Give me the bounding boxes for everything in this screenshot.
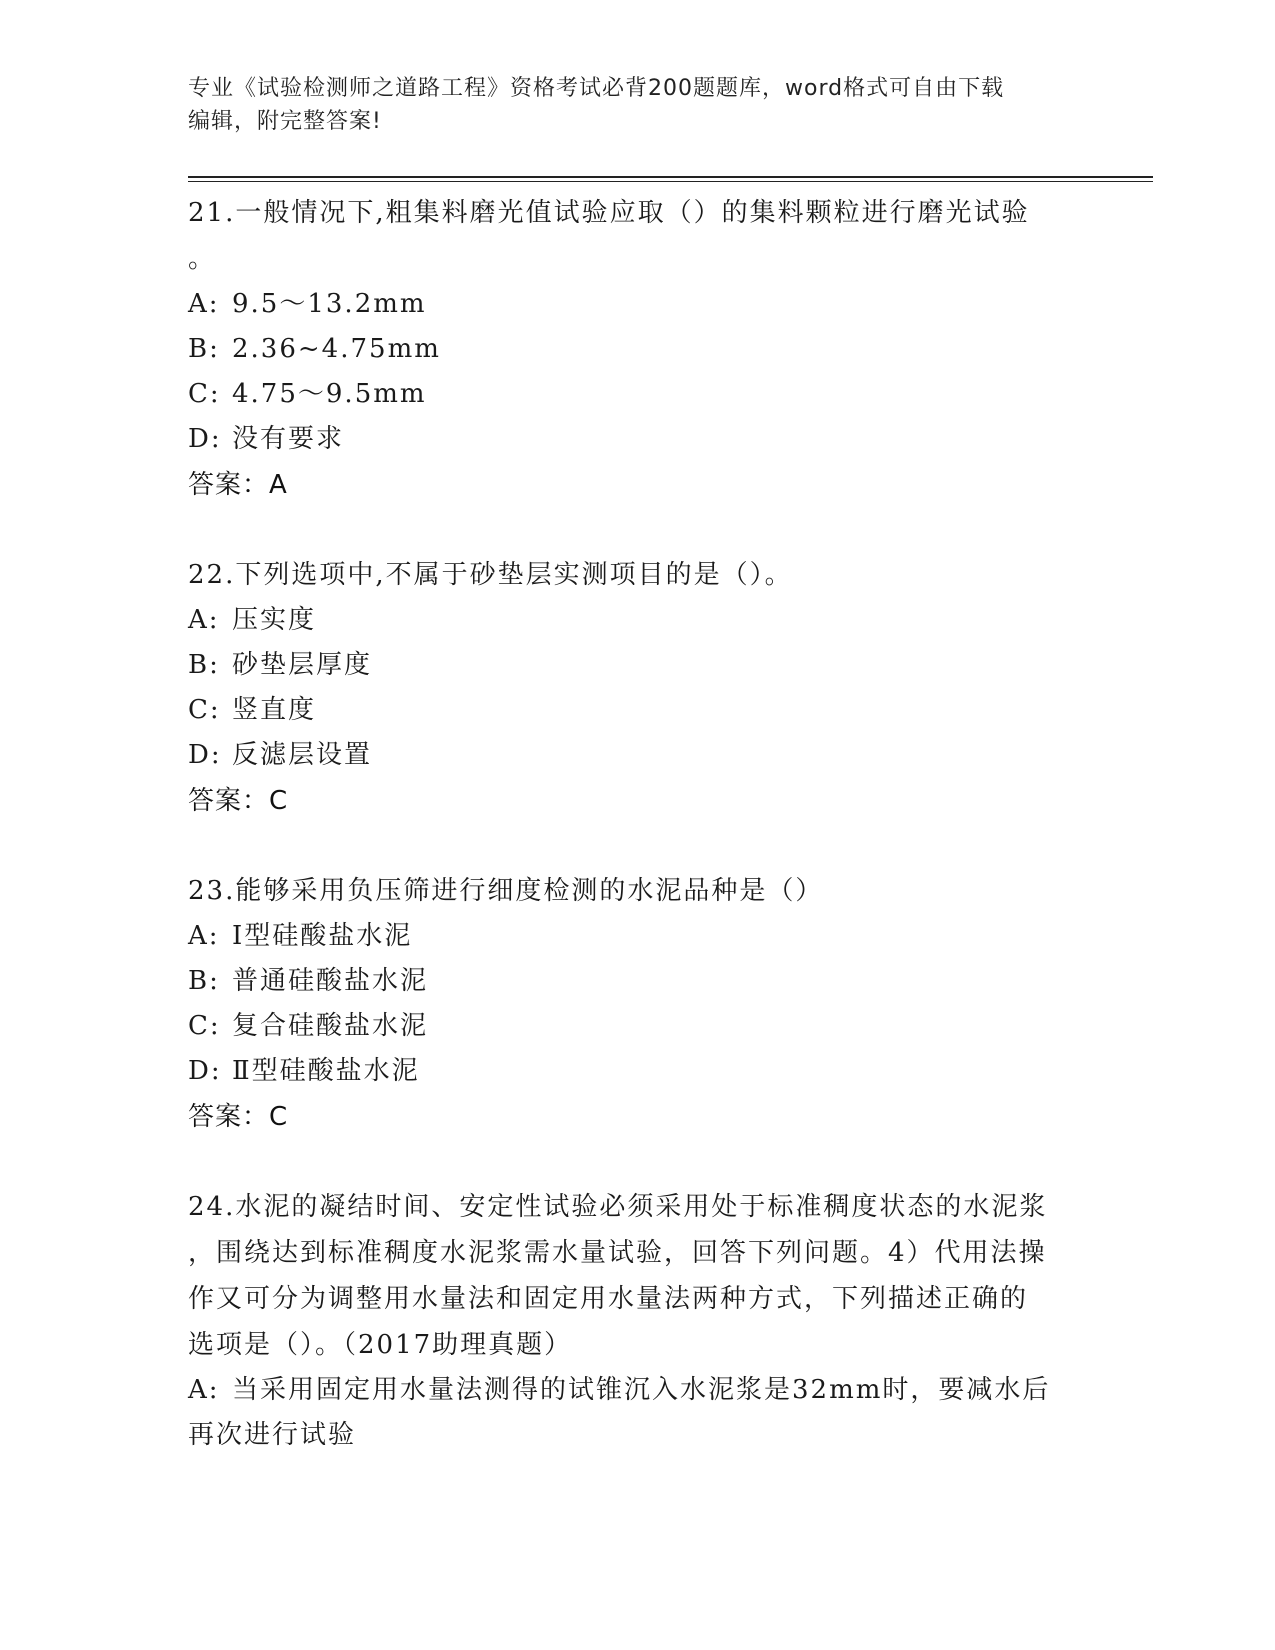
option-key: A: — [188, 605, 220, 635]
option-a — [188, 598, 1088, 643]
header-divider-thin — [188, 181, 1153, 182]
option-text: 9.5～13.2mm — [232, 289, 427, 319]
option-text: Ⅱ型硅酸盐水泥 — [232, 1056, 420, 1086]
option-text: 普通硅酸盐水泥 — [232, 966, 429, 996]
header-line-2: 编辑，附完整答案! — [188, 109, 382, 134]
option-c — [188, 1004, 1088, 1049]
question-stem-line: 选项是（）。（2017助理真题） — [188, 1330, 573, 1360]
option-key: A: — [188, 1375, 220, 1405]
option-text: 4.75～9.5mm — [232, 379, 427, 409]
question-stem-line: 21.一般情况下,粗集料磨光值试验应取（）的集料颗粒进行磨光试验 — [188, 198, 1030, 228]
option-b — [188, 643, 1088, 688]
option-text: 再次进行试验 — [188, 1420, 357, 1450]
question-24 — [188, 1184, 1088, 1458]
question-23 — [188, 868, 1088, 1140]
question-21 — [188, 190, 1088, 508]
question-stem-line: 22.下列选项中,不属于砂垫层实测项目的是（）。 — [188, 560, 793, 590]
header-line-1: 专业《试验检测师之道路工程》资格考试必背200题题库，word格式可自由下载 — [188, 76, 1005, 101]
option-text: 当采用固定用水量法测得的试锥沉入水泥浆是32mm时，要减水后 — [232, 1375, 1051, 1405]
option-text: 压实度 — [232, 605, 317, 635]
option-d — [188, 1049, 1088, 1094]
option-key: B: — [188, 334, 220, 364]
option-a — [188, 282, 1088, 327]
question-list — [188, 190, 1088, 1502]
option-key: A: — [188, 289, 220, 319]
option-key: D: — [188, 1056, 222, 1086]
option-text: 反滤层设置 — [232, 740, 373, 770]
question-stem-line: 23.能够采用负压筛进行细度检测的水泥品种是（） — [188, 876, 824, 906]
option-text: 2.36~4.75mm — [232, 334, 441, 364]
answer-line: 答案：A — [188, 470, 288, 500]
option-key: C: — [188, 1011, 221, 1041]
option-d — [188, 417, 1088, 462]
question-stem-line: ，围绕达到标准稠度水泥浆需水量试验，回答下列问题。4）代用法操 — [188, 1238, 1047, 1268]
option-key: D: — [188, 740, 222, 770]
option-text: 竖直度 — [232, 695, 317, 725]
option-key: A: — [188, 921, 220, 951]
option-text: 复合硅酸盐水泥 — [232, 1011, 429, 1041]
question-stem-line: 作又可分为调整用水量法和固定用水量法两种方式，下列描述正确的 — [188, 1284, 1029, 1314]
question-stem-line: 。 — [188, 244, 217, 274]
option-b — [188, 959, 1088, 1004]
option-a-continuation — [188, 1413, 1088, 1458]
question-stem-line: 24.水泥的凝结时间、安定性试验必须采用处于标准稠度状态的水泥浆 — [188, 1192, 1048, 1222]
question-22 — [188, 552, 1088, 824]
option-text: 没有要求 — [232, 424, 345, 454]
option-d — [188, 733, 1088, 778]
option-text: Ⅰ型硅酸盐水泥 — [232, 921, 413, 951]
option-a — [188, 1368, 1088, 1413]
option-key: B: — [188, 650, 220, 680]
option-b — [188, 327, 1088, 372]
option-c — [188, 688, 1088, 733]
option-c — [188, 372, 1088, 417]
option-key: D: — [188, 424, 222, 454]
option-text: 砂垫层厚度 — [232, 650, 373, 680]
answer-line: 答案：C — [188, 1102, 289, 1132]
option-key: C: — [188, 379, 221, 409]
option-a — [188, 914, 1088, 959]
header-divider-thick — [188, 176, 1153, 178]
option-key: B: — [188, 966, 220, 996]
document-header — [188, 72, 1088, 138]
answer-line: 答案：C — [188, 786, 289, 816]
option-key: C: — [188, 695, 221, 725]
